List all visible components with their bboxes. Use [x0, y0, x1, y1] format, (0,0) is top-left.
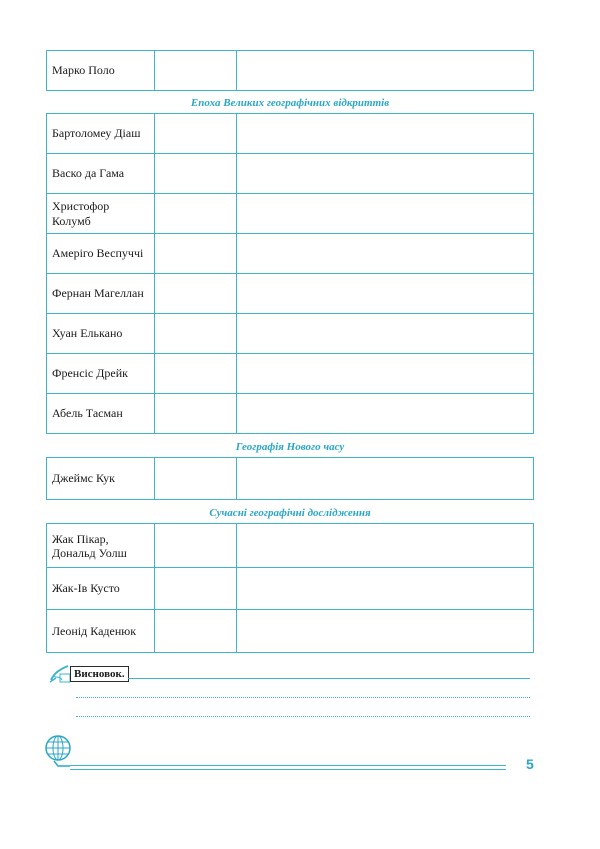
table-row: [47, 314, 534, 354]
explorer-name: Жак Пікар, Дональд Уолш: [47, 524, 155, 568]
explorer-name: Бартоломеу Діаш: [47, 114, 155, 154]
blank-cell[interactable]: [237, 154, 534, 194]
blank-cell[interactable]: [155, 568, 237, 610]
table-modern: [46, 523, 534, 653]
section-title-age-of-discovery: Епоха Великих географічних відкриттів: [190, 97, 390, 109]
blank-cell[interactable]: [155, 458, 237, 500]
blank-cell[interactable]: [237, 314, 534, 354]
blank-cell[interactable]: [155, 314, 237, 354]
blank-cell[interactable]: [237, 274, 534, 314]
section-title-modern: Сучасні географічні дослідження: [209, 507, 371, 519]
section-title-new-time: Географія Нового часу: [235, 441, 345, 453]
blank-cell[interactable]: [237, 524, 534, 568]
table-row: [47, 610, 534, 653]
blank-cell[interactable]: [155, 274, 237, 314]
blank-cell[interactable]: [155, 394, 237, 434]
explorer-name: Абель Тасман: [47, 394, 155, 434]
blank-cell[interactable]: [237, 394, 534, 434]
table-row: [47, 194, 534, 234]
blank-cell[interactable]: [237, 234, 534, 274]
footer-rule: [70, 765, 506, 770]
explorer-name: Христофор Колумб: [47, 194, 155, 234]
blank-cell[interactable]: [155, 154, 237, 194]
explorer-name: Френсіс Дрейк: [47, 354, 155, 394]
table-age-of-discovery: [46, 113, 534, 434]
explorer-name: Джеймс Кук: [47, 458, 155, 500]
table-row: [47, 354, 534, 394]
explorer-name: Васко да Гама: [47, 154, 155, 194]
answer-line[interactable]: [76, 716, 530, 717]
explorer-name: Жак-Ів Кусто: [47, 568, 155, 610]
blank-cell[interactable]: [237, 458, 534, 500]
explorer-name: Фернан Магеллан: [47, 274, 155, 314]
table-new-time: [46, 457, 534, 500]
answer-line[interactable]: [76, 697, 530, 698]
blank-cell[interactable]: [155, 234, 237, 274]
table-row: [47, 154, 534, 194]
blank-cell[interactable]: [237, 610, 534, 653]
blank-cell[interactable]: [155, 610, 237, 653]
table-top: [46, 50, 534, 91]
conclusion-label: Висновок.: [70, 666, 129, 682]
answer-line[interactable]: [128, 678, 530, 679]
blank-cell[interactable]: [237, 354, 534, 394]
blank-cell[interactable]: [237, 194, 534, 234]
table-row: [47, 114, 534, 154]
table-row: [47, 568, 534, 610]
table-row: [47, 524, 534, 568]
blank-cell[interactable]: [155, 354, 237, 394]
table-row: [47, 394, 534, 434]
blank-cell[interactable]: [155, 524, 237, 568]
explorer-name: Марко Поло: [47, 51, 155, 91]
blank-cell[interactable]: [237, 51, 534, 91]
blank-cell[interactable]: [237, 114, 534, 154]
blank-cell[interactable]: [155, 51, 237, 91]
table-row: [47, 274, 534, 314]
explorer-name: Хуан Елькано: [47, 314, 155, 354]
pen-icon: [48, 664, 72, 684]
blank-cell[interactable]: [155, 194, 237, 234]
page-number: 5: [526, 756, 534, 772]
table-row: [47, 234, 534, 274]
blank-cell[interactable]: [155, 114, 237, 154]
globe-icon: [44, 734, 74, 768]
blank-cell[interactable]: [237, 568, 534, 610]
explorer-name: Амеріго Веспуччі: [47, 234, 155, 274]
explorer-name: Леонід Каденюк: [47, 610, 155, 653]
table-row: [47, 51, 534, 91]
table-row: [47, 458, 534, 500]
